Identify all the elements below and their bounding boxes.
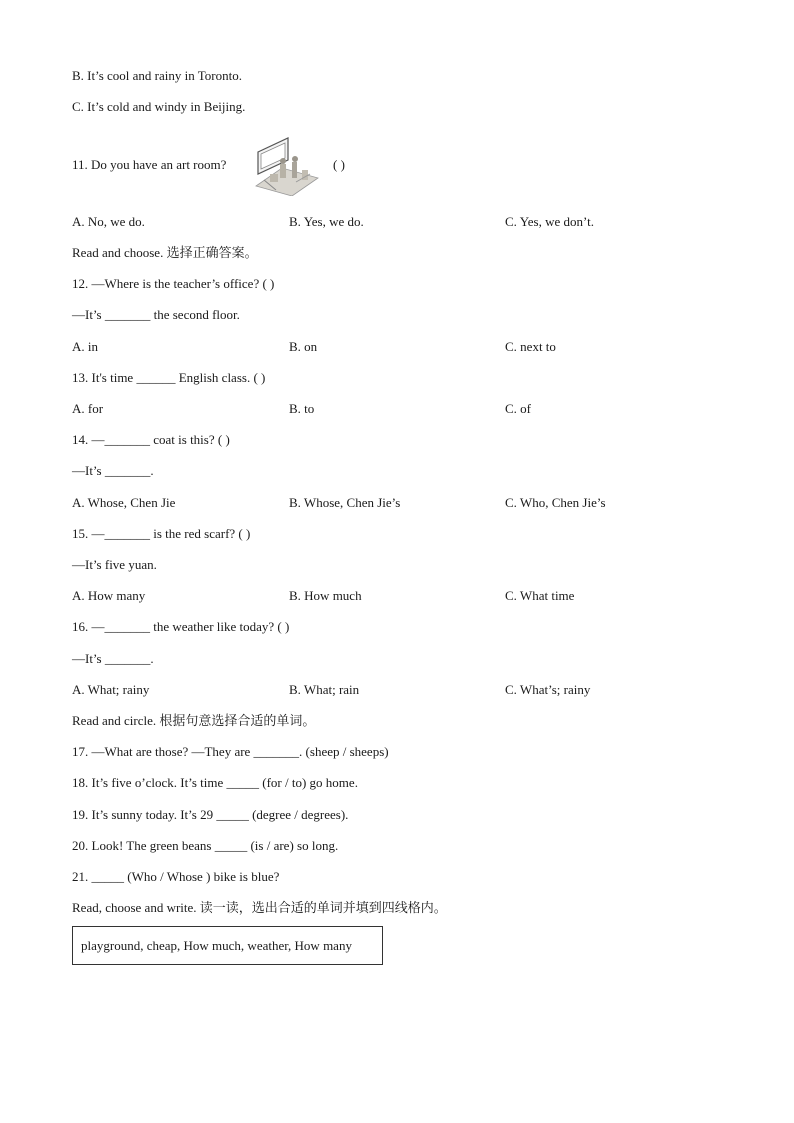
question-13: 13. It's time ______ English class. ( ): [72, 370, 266, 385]
question-21: 21. _____ (Who / Whose ) bike is blue?: [72, 869, 280, 884]
question-14: 14. —_______ coat is this? ( ): [72, 432, 230, 447]
option-b: B. on: [289, 339, 318, 354]
option-a: A. Whose, Chen Jie: [72, 495, 176, 510]
section-heading: Read and choose. 选择正确答案。: [72, 245, 258, 260]
option-b: B. Yes, we do.: [289, 214, 364, 229]
option-b: B. What; rain: [289, 682, 360, 697]
question-17: 17. —What are those? —They are _______. (sheep / sheeps): [72, 744, 389, 759]
option-b: B. How much: [289, 588, 362, 603]
question-16-answer: —It’s _______.: [72, 651, 154, 666]
option-a: A. in: [72, 339, 98, 354]
question-15-answer: —It’s five yuan.: [72, 557, 157, 572]
word-bank-box: [72, 926, 383, 965]
option-c: C. Who, Chen Jie’s: [505, 495, 606, 510]
option-c: C. of: [505, 401, 531, 416]
option-c: C. next to: [505, 339, 556, 354]
option-a: A. No, we do.: [72, 214, 145, 229]
section-heading: Read, choose and write. 读一读，选出合适的单词并填到四线格内。: [72, 900, 447, 915]
question-18: 18. It’s five o’clock. It’s time _____ (for / to) go home.: [72, 775, 358, 790]
question-20: 20. Look! The green beans _____ (is / are) so long.: [72, 838, 339, 853]
question-14-answer: —It’s _______.: [72, 463, 154, 478]
option-a: A. How many: [72, 588, 146, 603]
answer-paren: ( ): [333, 157, 345, 172]
question-12-answer: —It’s _______ the second floor.: [72, 307, 240, 322]
section-heading: Read and circle. 根据句意选择合适的单词。: [72, 713, 316, 728]
art-room-illustration: [252, 134, 322, 196]
option-c: C. Yes, we don’t.: [505, 214, 594, 229]
word-bank-text: playground, cheap, How much, weather, How many: [81, 938, 352, 953]
option-b: B. Whose, Chen Jie’s: [289, 495, 401, 510]
option-a: A. What; rainy: [72, 682, 150, 697]
option-a: A. for: [72, 401, 104, 416]
option-line: C. It’s cold and windy in Beijing.: [72, 99, 246, 114]
question-12: 12. —Where is the teacher’s office? ( ): [72, 276, 275, 291]
option-line: B. It’s cool and rainy in Toronto.: [72, 68, 242, 83]
question-15: 15. —_______ is the red scarf? ( ): [72, 526, 251, 541]
option-b: B. to: [289, 401, 315, 416]
question-19: 19. It’s sunny today. It’s 29 _____ (degree / degrees).: [72, 807, 349, 822]
option-c: C. What’s; rainy: [505, 682, 591, 697]
option-c: C. What time: [505, 588, 575, 603]
question-16: 16. —_______ the weather like today? ( ): [72, 619, 290, 634]
question-11: 11. Do you have an art room?: [72, 157, 227, 172]
